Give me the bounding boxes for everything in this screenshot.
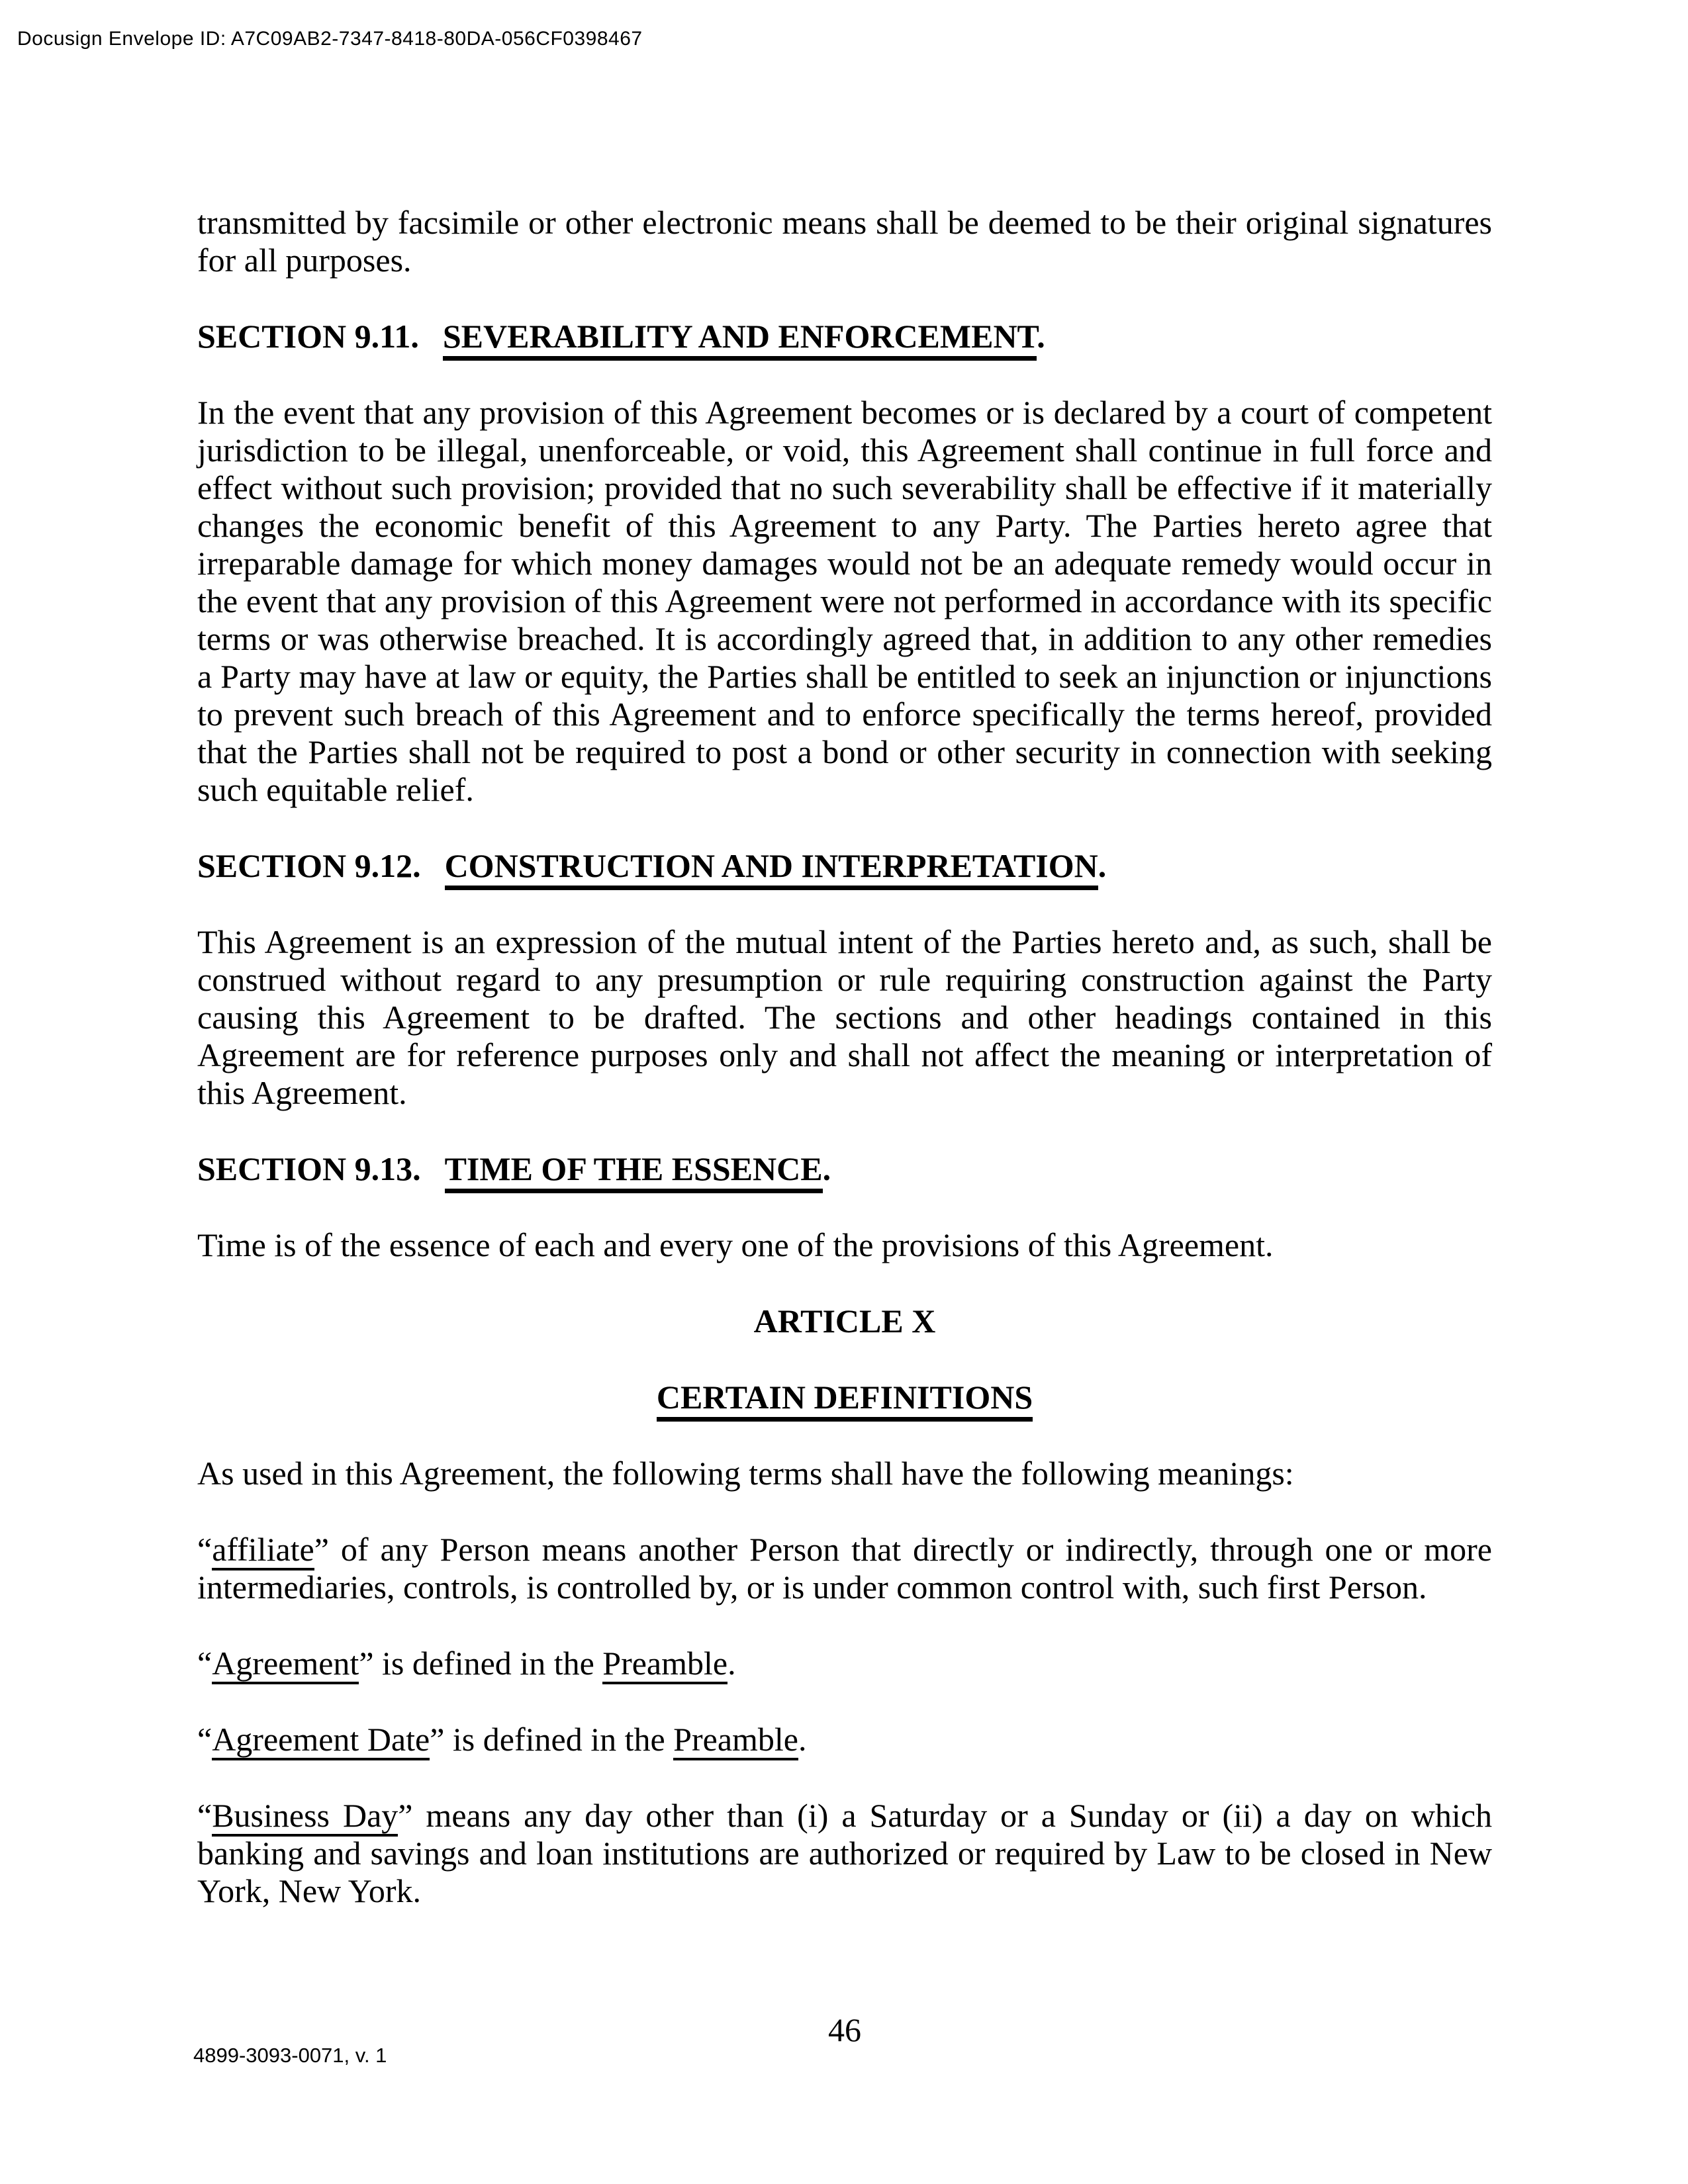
paragraph <box>197 923 1492 1112</box>
paragraph <box>197 1531 1492 1606</box>
section-heading <box>197 847 1492 885</box>
text-segment: . <box>727 1645 736 1682</box>
centered-heading <box>197 1379 1492 1416</box>
underlined-term: Preamble <box>673 1721 798 1760</box>
text-segment: transmitted by facsimile or other electronic means shall be deemed to be their original signatures for all purposes. <box>197 204 1492 279</box>
paragraph <box>197 204 1492 279</box>
text-segment: “ <box>197 1721 212 1758</box>
paragraph <box>197 1797 1492 1910</box>
page-number: 46 <box>828 2011 861 2048</box>
underlined-term: Business Day <box>212 1797 398 1837</box>
paragraph <box>197 1721 1492 1758</box>
text-segment: . <box>798 1721 807 1758</box>
text-segment: In the event that any provision of this Agreement becomes or is declared by a court of competent jurisdiction to be illegal, unenforceable, or void, this Agreement shall continue in full force and effect without such provision; provided that no such severability shall be effective if it materially changes the economic benefit of this Agreement to any Party. The Parties hereto agree that irreparable damage for which money damages would not be an adequate remedy would occur in the event that any provision of this Agreement were not performed in accordance with its specific terms or was otherwise breached. It is accordingly agreed that, in addition to any other remedies a Party may have at law or equity, the Parties shall be entitled to seek an injunction or injunctions to prevent such breach of this Agreement and to enforce specifically the terms hereof, provided that the Parties shall not be required to post a bond or other security in connection with seeking such equitable relief. <box>197 394 1492 808</box>
section-title: TIME OF THE ESSENCE <box>445 1150 823 1193</box>
text-segment: ARTICLE X <box>753 1302 936 1340</box>
section-title-suffix: . <box>1037 318 1045 355</box>
underlined-term: Agreement <box>212 1645 359 1684</box>
section-number: SECTION 9.12. <box>197 847 421 884</box>
text-segment: “ <box>197 1531 212 1568</box>
text-segment: ” is defined in the <box>430 1721 674 1758</box>
section-heading <box>197 1150 1492 1188</box>
section-title-suffix: . <box>1098 847 1107 884</box>
underlined-term: affiliate <box>212 1531 314 1570</box>
underlined-term: CERTAIN DEFINITIONS <box>657 1379 1033 1422</box>
text-segment: ” means any day other than (i) a Saturday or a Sunday or (ii) a day on which banking and savings and loan institutions are authorized or required by Law to be closed in New York, New York. <box>197 1797 1493 1909</box>
text-segment: This Agreement is an expression of the mutual intent of the Parties hereto and, as such, shall be construed without regard to any presumption or rule requiring construction against the Party causing this Agreement to be drafted. The sections and other headings contained in this Agreement are for reference purposes only and shall not affect the meaning or interpretation of this Agreement. <box>197 923 1492 1111</box>
paragraph <box>197 394 1492 809</box>
text-segment: “ <box>197 1797 212 1834</box>
document-id-footer: 4899-3093-0071, v. 1 <box>193 2044 387 2067</box>
text-segment: ” is defined in the <box>359 1645 603 1682</box>
text-segment: As used in this Agreement, the following terms shall have the following meanings: <box>197 1455 1294 1492</box>
paragraph <box>197 1645 1492 1682</box>
section-title: SEVERABILITY AND ENFORCEMENT <box>443 318 1037 361</box>
document-body <box>197 204 1492 1948</box>
section-heading <box>197 318 1492 355</box>
paragraph <box>197 1226 1492 1264</box>
section-title: CONSTRUCTION AND INTERPRETATION <box>445 847 1098 890</box>
paragraph <box>197 1455 1492 1492</box>
text-segment: “ <box>197 1645 212 1682</box>
underlined-term: Agreement Date <box>212 1721 430 1760</box>
section-number: SECTION 9.13. <box>197 1150 421 1187</box>
text-segment: Time is of the essence of each and every one of the provisions of this Agreement. <box>197 1226 1274 1263</box>
docusign-envelope-id: Docusign Envelope ID: A7C09AB2-7347-8418-80DA-056CF0398467 <box>17 28 643 50</box>
text-segment: ” of any Person means another Person that directly or indirectly, through one or more intermediaries, controls, is controlled by, or is under common control with, such first Person. <box>197 1531 1492 1606</box>
section-number: SECTION 9.11. <box>197 318 419 355</box>
underlined-term: Preamble <box>602 1645 727 1684</box>
centered-heading <box>197 1302 1492 1340</box>
section-title-suffix: . <box>822 1150 831 1187</box>
